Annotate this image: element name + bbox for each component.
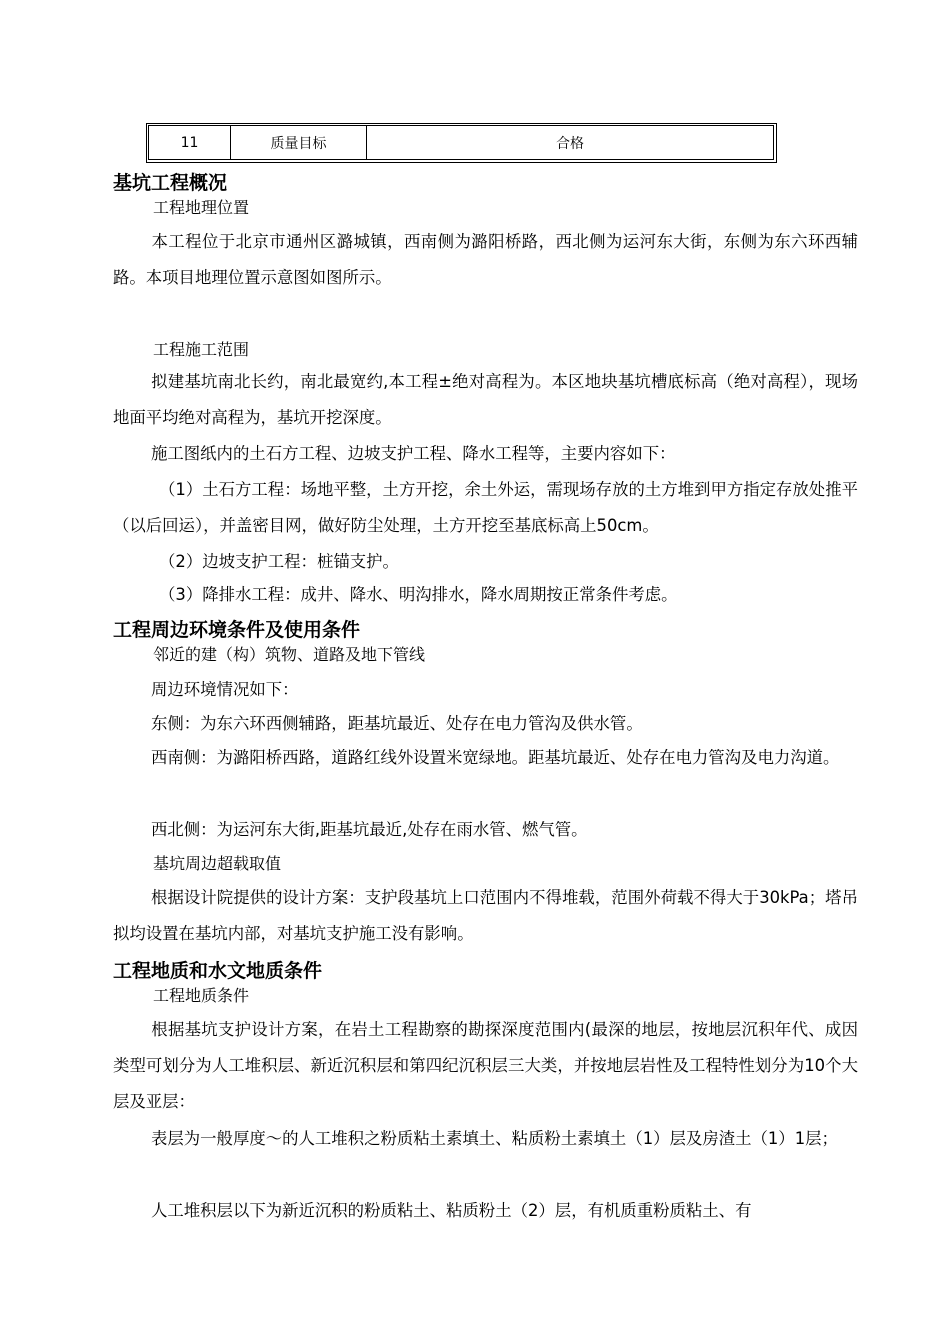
- subheading-location: 工程地理位置: [153, 198, 250, 217]
- paragraph-scope-intro-text: 施工图纸内的土石方工程、边坡支护工程、降水工程等，主要内容如下：: [151, 444, 676, 463]
- paragraph-dewatering: [113, 577, 858, 613]
- paragraph-geology: [113, 1012, 858, 1120]
- paragraph-earthwork-text: （1）土石方工程：场地平整，土方开挖，余土外运，需现场存放的土方堆到甲方指定存放处推平（以后回运），并盖密目网，做好防尘处理，土方开挖至基底标高上50cm。: [113, 480, 858, 535]
- paragraph-surroundings-text: 周边环境情况如下：: [151, 680, 299, 699]
- paragraph-recent-deposit: [113, 1193, 858, 1229]
- paragraph-slope-support: [113, 544, 858, 580]
- paragraph-surroundings: [113, 672, 858, 708]
- paragraph-southwest-text: 西南侧：为潞阳桥西路，道路红线外设置米宽绿地。距基坑最近、处存在电力管沟及电力沟道。: [151, 748, 840, 767]
- table-cell-item: 质量目标: [231, 126, 367, 159]
- paragraph-scope: [113, 364, 858, 436]
- paragraph-dewatering-text: （3）降排水工程：成井、降水、明沟排水，降水周期按正常条件考虑。: [159, 585, 678, 604]
- table-cell-value: 合格: [556, 135, 584, 152]
- paragraph-northwest: [113, 812, 858, 848]
- paragraph-slope-support-text: （2）边坡支护工程：桩锚支护。: [159, 552, 399, 571]
- section-heading-geology: 工程地质和水文地质条件: [113, 960, 323, 982]
- paragraph-earthwork: [113, 472, 858, 544]
- paragraph-location: [113, 224, 858, 296]
- paragraph-surcharge: [113, 880, 858, 952]
- subheading-adjacent: 邻近的建（构）筑物、道路及地下管线: [153, 645, 426, 664]
- paragraph-east-text: 东侧：为东六环西侧辅路，距基坑最近、处存在电力管沟及供水管。: [151, 714, 643, 733]
- subheading-surcharge: 基坑周边超载取值: [153, 854, 282, 873]
- paragraph-surface-layer-text: 表层为一般厚度～的人工堆积之粉质粘土素填土、粘质粉土素填土（1）层及房渣土（1）1层；: [151, 1129, 838, 1148]
- table-cell-number: 11: [149, 126, 231, 159]
- quality-table: [146, 123, 777, 163]
- paragraph-recent-deposit-text: 人工堆积层以下为新近沉积的粉质粘土、粘质粉土（2）层，有机质重粉质粘土、有: [151, 1201, 752, 1220]
- paragraph-scope-text: 拟建基坑南北长约，南北最宽约,本工程±绝对高程为。本区地块基坑槽底标高（绝对高程），现场地面平均绝对高程为，基坑开挖深度。: [113, 372, 858, 427]
- paragraph-southwest: [113, 740, 858, 776]
- section-heading-environment: 工程周边环境条件及使用条件: [113, 619, 361, 641]
- paragraph-surface-layer: [113, 1121, 858, 1157]
- paragraph-geology-text: 根据基坑支护设计方案，在岩土工程勘察的勘探深度范围内(最深的地层，按地层沉积年代、成因类型可划分为人工堆积层、新近沉积层和第四纪沉积层三大类，并按地层岩性及工程特性划分为10个大层及亚层：: [113, 1020, 858, 1111]
- paragraph-east: [113, 706, 858, 742]
- subheading-scope: 工程施工范围: [153, 340, 250, 359]
- paragraph-surcharge-text: 根据设计院提供的设计方案：支护段基坑上口范围内不得堆载，范围外荷载不得大于30kPa；塔吊拟均设置在基坑内部，对基坑支护施工没有影响。: [113, 888, 858, 943]
- paragraph-scope-intro: [113, 436, 858, 472]
- subheading-geology: 工程地质条件: [153, 986, 250, 1005]
- section-heading-overview: 基坑工程概况: [113, 172, 228, 194]
- paragraph-location-text: 本工程位于北京市通州区潞城镇，西南侧为潞阳桥路，西北侧为运河东大街，东侧为东六环西辅路。本项目地理位置示意图如图所示。: [113, 232, 858, 287]
- paragraph-northwest-text: 西北侧：为运河东大街,距基坑最近,处存在雨水管、燃气管。: [151, 820, 588, 839]
